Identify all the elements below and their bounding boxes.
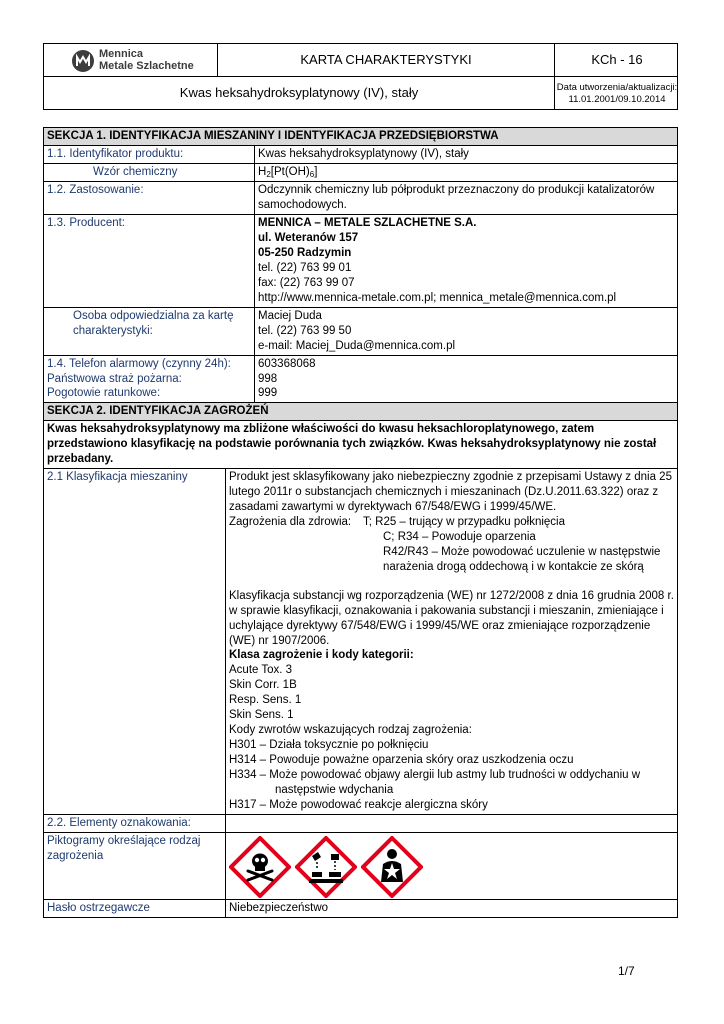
sds-table [43, 127, 678, 918]
document-header [43, 43, 678, 110]
row-producer [44, 215, 677, 308]
alarm-label: 1.4. Telefon alarmowy (czynny 24h): [47, 357, 231, 370]
use-label: 1.2. Zastosowanie: [44, 182, 255, 214]
row-formula [44, 164, 677, 182]
date-label: Data utworzenia/aktualizacji: [556, 81, 678, 93]
h334a: H334 – Może powodować objawy alergii lub astmy lub trudności w oddychaniu w [229, 768, 641, 781]
row-use [44, 182, 677, 215]
h334b: następstwie wdychania [275, 783, 394, 796]
doc-code: KCh - 16 [591, 52, 643, 68]
pictograms-label: Piktogramy określające rodzaj zagrożenia [44, 833, 226, 899]
producer-tel: tel. (22) 763 99 01 [258, 261, 352, 274]
ambulance-value: 999 [258, 387, 278, 400]
section2-title: SEKCJA 2. IDENTYFIKACJA ZAGROŻEŃ [44, 403, 677, 421]
h317: H317 – Może powodować reakcje alergiczna skóry [229, 798, 488, 811]
row-pictograms [44, 833, 677, 900]
contact-label: Osoba odpowiedzialna za kartę charakterystyki: [73, 309, 234, 337]
id-label: 1.1. Identyfikator produktu: [44, 146, 255, 163]
health-r4243a: R42/R43 – Może powodować uczulenie w następstwie [383, 545, 661, 558]
alarm-value: 603368068 [258, 357, 316, 370]
contact-name: Maciej Duda [258, 309, 322, 322]
use-value: Odczynnik chemiczny lub półprodukt przeznaczony do produkcji katalizatorów samochodowych. [258, 184, 655, 212]
section1-title: SEKCJA 1. IDENTYFIKACJA MIESZANINY I IDENTYFIKACJA PRZEDSIĘBIORSTWA [44, 128, 677, 146]
fire-value: 998 [258, 372, 278, 385]
date-block [555, 77, 679, 110]
codes-heading: Kody zwrotów wskazujących rodzaj zagrożenia: [229, 724, 472, 737]
id-value: Kwas heksahydroksyplatynowy (IV), stały [258, 147, 469, 160]
signal-value: Niebezpieczeństwo [229, 901, 329, 914]
class-paragraph2: Klasyfikacja substancji wg rozporządzenia (WE) nr 1272/2008 z dnia 16 grudnia 2008 r. w sprawie klasyfikacji, oznakowania i pakowania substancji i mieszanin, zmieniające i uchylające dyrektywy 67/548/EWG i 1999/45/WE oraz zmieniające rozporządzenie (WE) nr 1907/2006. [229, 589, 674, 647]
health-hazard-icon [361, 836, 423, 898]
category-item: Skin Corr. 1B [229, 679, 297, 692]
doc-title: KARTA CHARAKTERYSTYKI [218, 44, 555, 77]
row-signal-word [44, 900, 677, 918]
date-value: 11.01.2001/09.10.2014 [568, 93, 666, 105]
health-label: Zagrożenia dla zdrowia: [229, 515, 352, 528]
fire-label: Państwowa straż pożarna: [47, 372, 182, 385]
corrosion-icon [295, 836, 357, 898]
section2-note: Kwas heksahydroksyplatynowy ma zbliżone właściwości do kwasu heksachloroplatynowego, zatem przedstawiono klasyfikację na podstawie porównania tych związków. Kwas heksahydroksyplatynowy nie został przebadany. [44, 421, 677, 469]
producer-name: MENNICA – METALE SZLACHETNE S.A. [258, 217, 477, 230]
mennica-logo-icon [72, 50, 94, 72]
skull-crossbones-icon [229, 836, 291, 898]
h314: H314 – Powoduje poważne oparzenia skóry oraz uszkodzenia oczu [229, 754, 574, 767]
producer-street: ul. Weteranów 157 [258, 232, 359, 245]
row-label-elements [44, 815, 677, 833]
health-hazards [229, 515, 674, 530]
row-emergency [44, 356, 677, 404]
producer-fax: fax: (22) 763 99 07 [258, 276, 355, 289]
signal-label: Hasło ostrzegawcze [44, 900, 226, 917]
category-item: Skin Sens. 1 [229, 709, 294, 722]
class-heading: Klasa zagrożenie i kody kategorii: [229, 649, 414, 662]
producer-city: 05-250 Radzymin [258, 247, 352, 260]
producer-label: 1.3. Producent: [44, 215, 255, 307]
formula-value: $H_2[Pt(OH)_6]$ [258, 165, 318, 179]
logo-line1: Mennica [99, 47, 144, 60]
health-r34: C; R34 – Powoduje oparzenia [383, 530, 536, 543]
company-logo [44, 44, 218, 77]
contact-tel: tel. (22) 763 99 50 [258, 324, 352, 337]
category-item: Acute Tox. 3 [229, 664, 293, 677]
ambulance-label: Pogotowie ratunkowe: [47, 387, 161, 400]
row-contact [44, 308, 677, 356]
category-item: Resp. Sens. 1 [229, 694, 302, 707]
contact-email: e-mail: Maciej_Duda@mennica.com.pl [258, 339, 456, 352]
label-elements-label: 2.2. Elementy oznakowania: [44, 815, 226, 832]
formula-label: Wzór chemiczny [93, 165, 178, 178]
producer-web: http://www.mennica-metale.com.pl; mennica_metale@mennica.com.pl [258, 291, 617, 304]
h301: H301 – Działa toksycznie po połknięciu [229, 739, 429, 752]
health-r4243b: narażenia drogą oddechową i w kontakcie ze skórą [383, 560, 644, 573]
class-paragraph1: Produkt jest sklasyfikowany jako niebezpieczny zgodnie z przepisami Ustawy z dnia 25 lutego 2011r o substancjach chemicznych i mieszaninach (Dz.U.2011.63.322) oraz z zasadami zawartymi w dyrektywach 67/548/EWG i 1999/45/WE. [229, 471, 672, 514]
product-name: Kwas heksahydroksyplatynowy (IV), stały [44, 77, 555, 110]
row-classification [44, 469, 677, 815]
row-product-id [44, 146, 677, 164]
logo-line2: Metale Szlachetne [99, 59, 194, 72]
class-label: 2.1 Klasyfikacja mieszaniny [44, 469, 226, 814]
page-number: 1/7 [618, 964, 635, 978]
health-r25: T; R25 – trujący w przypadku połknięcia [363, 515, 565, 528]
